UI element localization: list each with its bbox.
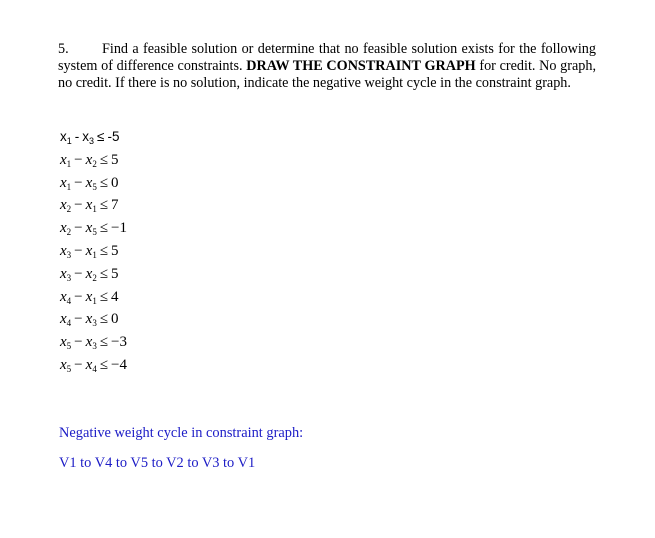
question-number: 5. [58, 41, 69, 57]
constraint-subscript: 4 [66, 318, 72, 329]
constraint-variable: x [85, 242, 93, 259]
leq-sign: ≤ [99, 288, 109, 305]
leq-sign: ≤ [99, 174, 109, 191]
constraint-row [60, 127, 127, 150]
constraint-row [60, 241, 127, 264]
constraint-bound: -5 [107, 129, 120, 144]
constraint-variable: x [85, 174, 93, 191]
constraint-subscript: 2 [66, 227, 72, 238]
constraint-list [60, 127, 127, 378]
constraint-variable: x [60, 151, 67, 168]
minus-sign: − [74, 334, 83, 351]
constraint-bound: 5 [111, 151, 119, 168]
leq-sign: ≤ [99, 242, 109, 259]
constraint-variable: x [85, 220, 93, 237]
minus-sign: − [74, 311, 83, 328]
constraint-variable: x [60, 356, 67, 373]
constraint-variable: x [60, 311, 67, 328]
minus-sign: - [74, 129, 80, 144]
leq-sign: ≤ [97, 129, 105, 144]
constraint-variable: x [85, 288, 93, 305]
constraint-variable: x [85, 334, 93, 351]
constraint-variable: x [85, 197, 93, 214]
minus-sign: − [74, 288, 83, 305]
constraint-subscript: 5 [66, 341, 72, 352]
minus-sign: − [74, 151, 83, 168]
constraint-subscript: 3 [92, 318, 97, 329]
constraint-bound: 4 [111, 288, 119, 305]
leq-sign: ≤ [99, 151, 109, 168]
constraint-variable: x [60, 220, 67, 237]
minus-sign: − [74, 265, 83, 282]
leq-sign: ≤ [99, 311, 109, 328]
constraint-variable: x [85, 311, 93, 328]
minus-sign: − [74, 356, 83, 373]
constraint-subscript: 4 [92, 363, 97, 374]
constraint-subscript: 5 [92, 181, 97, 192]
minus-sign: − [74, 220, 83, 237]
constraint-variable: x [60, 288, 67, 305]
constraint-row [60, 264, 127, 287]
question-intro: Find a feasible solution or determine that no feasible solution exists for the following system of difference constraints. [58, 41, 596, 74]
minus-sign: − [74, 242, 83, 259]
constraint-subscript: 3 [92, 341, 97, 352]
constraint-variable: x [60, 265, 67, 282]
constraint-variable: x [85, 265, 93, 282]
constraint-row [60, 332, 127, 355]
question-text [58, 41, 596, 92]
constraint-variable: x [85, 356, 93, 373]
constraint-subscript: 4 [66, 295, 72, 306]
leq-sign: ≤ [99, 334, 109, 351]
negative-cycle-answer: V1 to V4 to V5 to V2 to V3 to V1 [59, 455, 256, 471]
constraint-bound: −4 [111, 356, 128, 373]
constraint-row [60, 218, 127, 241]
constraint-row [60, 150, 127, 173]
minus-sign: − [74, 174, 83, 191]
constraint-row [60, 173, 127, 196]
constraint-subscript: 3 [89, 136, 95, 146]
leq-sign: ≤ [99, 197, 109, 214]
constraint-variable: x [85, 151, 93, 168]
constraint-variable: x [60, 197, 67, 214]
constraint-subscript: 5 [66, 363, 72, 374]
constraint-subscript: 1 [66, 181, 72, 192]
question-emphasis: DRAW THE CONSTRAINT GRAPH [246, 58, 476, 74]
question-instructions: for credit. No graph, no credit. If there is no solution, indicate the negative weight cycle in the constraint graph. [58, 58, 596, 91]
constraint-variable: x [82, 129, 90, 144]
answer-title: Negative weight cycle in constraint graph: [59, 425, 304, 441]
constraint-bound: −1 [111, 220, 128, 237]
constraint-bound: 5 [111, 242, 119, 259]
constraint-subscript: 1 [66, 136, 72, 146]
constraint-row [60, 195, 127, 218]
constraint-variable: x [60, 174, 67, 191]
constraint-bound: −3 [111, 334, 128, 351]
constraint-subscript: 3 [66, 249, 72, 260]
constraint-variable: x [60, 129, 67, 144]
constraint-bound: 0 [111, 174, 119, 191]
constraint-row [60, 309, 127, 332]
constraint-variable: x [60, 334, 67, 351]
constraint-bound: 5 [111, 265, 119, 282]
constraint-subscript: 5 [92, 227, 97, 238]
constraint-subscript: 1 [66, 158, 72, 169]
constraint-row [60, 355, 127, 378]
constraint-subscript: 1 [92, 295, 97, 306]
constraint-subscript: 1 [92, 204, 97, 215]
constraint-variable: x [60, 242, 67, 259]
constraint-subscript: 2 [92, 272, 97, 283]
leq-sign: ≤ [99, 265, 109, 282]
constraint-subscript: 2 [92, 158, 97, 169]
constraint-subscript: 2 [66, 204, 72, 215]
leq-sign: ≤ [99, 356, 109, 373]
constraint-bound: 7 [111, 197, 119, 214]
constraint-subscript: 3 [66, 272, 72, 283]
constraint-subscript: 1 [92, 249, 97, 260]
constraint-row [60, 287, 127, 310]
minus-sign: − [74, 197, 83, 214]
leq-sign: ≤ [99, 220, 109, 237]
constraint-bound: 0 [111, 311, 119, 328]
